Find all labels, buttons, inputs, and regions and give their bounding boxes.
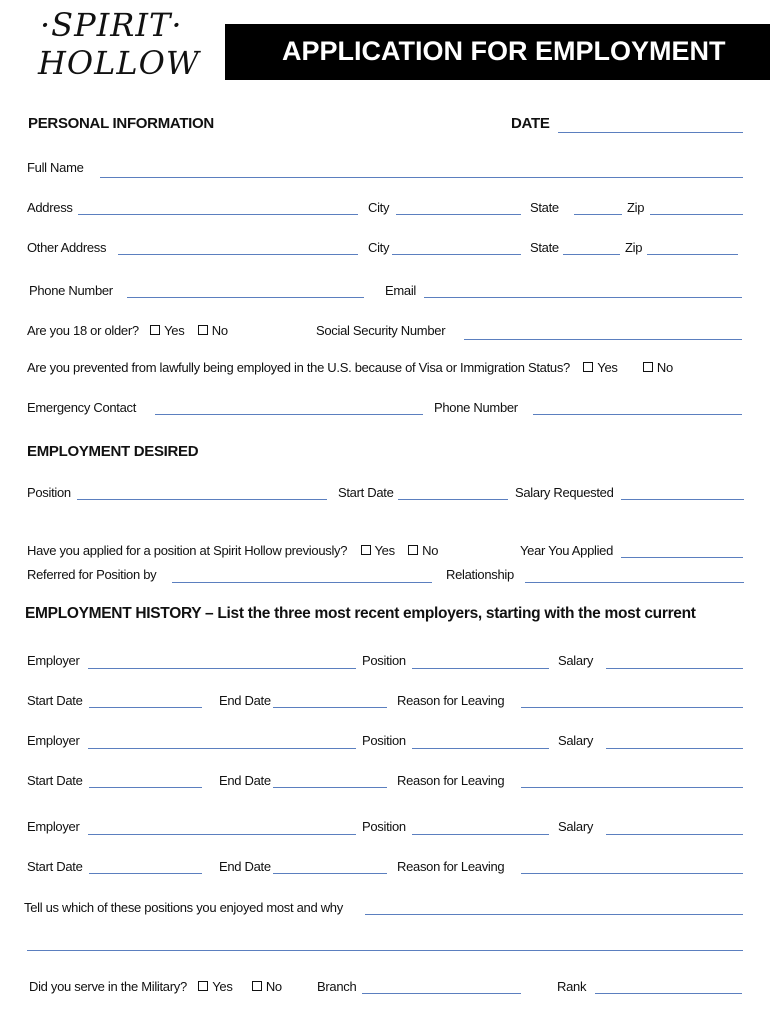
ssn-label: Social Security Number xyxy=(316,323,446,338)
visa-question xyxy=(27,360,673,376)
applied-yes-checkbox[interactable] xyxy=(361,545,371,555)
age-question xyxy=(27,323,228,339)
applied-no-checkbox[interactable] xyxy=(408,545,418,555)
end-date-3-label: End Date xyxy=(219,859,271,874)
other-address-label: Other Address xyxy=(27,240,107,255)
phone-number-field[interactable] xyxy=(127,297,364,298)
position-desired-label: Position xyxy=(27,485,71,500)
emergency-phone-label: Phone Number xyxy=(434,400,518,415)
start-date-3-label: Start Date xyxy=(27,859,83,874)
full-name-label: Full Name xyxy=(27,160,84,175)
salary-2-field[interactable] xyxy=(606,748,743,749)
date-field[interactable] xyxy=(558,132,743,133)
visa-yes-label: Yes xyxy=(597,360,618,375)
visa-no-checkbox[interactable] xyxy=(643,362,653,372)
reason-3-field[interactable] xyxy=(521,873,743,874)
state-field[interactable] xyxy=(574,214,622,215)
employer-2-label: Employer xyxy=(27,733,80,748)
other-zip-field[interactable] xyxy=(647,254,738,255)
relationship-label: Relationship xyxy=(446,567,514,582)
age-question-label: Are you 18 or older? xyxy=(27,323,139,338)
rank-label: Rank xyxy=(557,979,587,994)
other-state-field[interactable] xyxy=(563,254,620,255)
military-question-label: Did you serve in the Military? xyxy=(29,979,187,994)
reason-3-label: Reason for Leaving xyxy=(397,859,505,874)
rank-field[interactable] xyxy=(595,993,742,994)
employer-1-field[interactable] xyxy=(88,668,356,669)
section-heading-employment-desired: EMPLOYMENT DESIRED xyxy=(27,443,199,460)
military-yes-label: Yes xyxy=(212,979,233,994)
age-no-label: No xyxy=(211,323,228,338)
visa-question-label: Are you prevented from lawfully being employed in the U.S. because of Visa or Immigration Status? xyxy=(27,360,570,375)
reason-1-label: Reason for Leaving xyxy=(397,693,505,708)
military-question xyxy=(29,979,282,995)
salary-requested-label: Salary Requested xyxy=(515,485,614,500)
address-label: Address xyxy=(27,200,73,215)
other-city-label: City xyxy=(368,240,390,255)
age-yes-checkbox[interactable] xyxy=(150,325,160,335)
age-no-checkbox[interactable] xyxy=(198,325,208,335)
desired-start-date-field[interactable] xyxy=(398,499,508,500)
end-date-1-label: End Date xyxy=(219,693,271,708)
end-date-2-field[interactable] xyxy=(273,787,387,788)
start-date-2-label: Start Date xyxy=(27,773,83,788)
other-address-field[interactable] xyxy=(118,254,358,255)
zip-label: Zip xyxy=(627,200,645,215)
enjoyed-field-line-1[interactable] xyxy=(365,914,743,915)
referred-label: Referred for Position by xyxy=(27,567,157,582)
ssn-field[interactable] xyxy=(464,339,742,340)
start-date-1-field[interactable] xyxy=(89,707,202,708)
position-3-label: Position xyxy=(362,819,406,834)
branch-field[interactable] xyxy=(362,993,521,994)
phone-number-label: Phone Number xyxy=(29,283,113,298)
page-title: APPLICATION FOR EMPLOYMENT xyxy=(282,36,726,66)
referred-field[interactable] xyxy=(172,582,432,583)
applied-no-label: No xyxy=(422,543,439,558)
end-date-3-field[interactable] xyxy=(273,873,387,874)
reason-1-field[interactable] xyxy=(521,707,743,708)
start-date-2-field[interactable] xyxy=(89,787,202,788)
enjoyed-question-label: Tell us which of these positions you enjoyed most and why xyxy=(24,900,343,915)
city-label: City xyxy=(368,200,390,215)
branch-label: Branch xyxy=(317,979,357,994)
salary-1-field[interactable] xyxy=(606,668,743,669)
applied-question-label: Have you applied for a position at Spirit Hollow previously? xyxy=(27,543,348,558)
position-1-label: Position xyxy=(362,653,406,668)
email-field[interactable] xyxy=(424,297,742,298)
logo-line-hollow: HOLLOW xyxy=(38,44,200,82)
employer-2-field[interactable] xyxy=(88,748,356,749)
position-desired-field[interactable] xyxy=(77,499,327,500)
position-3-field[interactable] xyxy=(412,834,549,835)
end-date-2-label: End Date xyxy=(219,773,271,788)
salary-requested-field[interactable] xyxy=(621,499,744,500)
year-applied-field[interactable] xyxy=(621,557,743,558)
employer-3-label: Employer xyxy=(27,819,80,834)
other-zip-label: Zip xyxy=(625,240,643,255)
salary-1-label: Salary xyxy=(558,653,594,668)
employer-1-label: Employer xyxy=(27,653,80,668)
city-field[interactable] xyxy=(396,214,521,215)
start-date-1-label: Start Date xyxy=(27,693,83,708)
section-heading-personal: PERSONAL INFORMATION xyxy=(28,115,214,132)
reason-2-label: Reason for Leaving xyxy=(397,773,505,788)
desired-start-date-label: Start Date xyxy=(338,485,394,500)
position-1-field[interactable] xyxy=(412,668,549,669)
date-label: DATE xyxy=(511,115,550,132)
salary-3-field[interactable] xyxy=(606,834,743,835)
military-no-checkbox[interactable] xyxy=(252,981,262,991)
emergency-contact-label: Emergency Contact xyxy=(27,400,137,415)
end-date-1-field[interactable] xyxy=(273,707,387,708)
age-yes-label: Yes xyxy=(164,323,185,338)
reason-2-field[interactable] xyxy=(521,787,743,788)
visa-yes-checkbox[interactable] xyxy=(583,362,593,372)
emergency-contact-field[interactable] xyxy=(155,414,423,415)
salary-2-label: Salary xyxy=(558,733,594,748)
visa-no-label: No xyxy=(656,360,673,375)
address-field[interactable] xyxy=(78,214,358,215)
logo-line-spirit: ·SPIRIT· xyxy=(40,6,183,44)
other-state-label: State xyxy=(530,240,559,255)
employer-3-field[interactable] xyxy=(88,834,356,835)
emergency-phone-field[interactable] xyxy=(533,414,742,415)
military-yes-checkbox[interactable] xyxy=(198,981,208,991)
section-heading-employment-history: EMPLOYMENT HISTORY – List the three most recent employers, starting with the most current xyxy=(25,605,696,622)
applied-question xyxy=(27,543,438,559)
start-date-3-field[interactable] xyxy=(89,873,202,874)
other-city-field[interactable] xyxy=(392,254,521,255)
position-2-label: Position xyxy=(362,733,406,748)
full-name-field[interactable] xyxy=(100,177,743,178)
position-2-field[interactable] xyxy=(412,748,549,749)
enjoyed-field-line-2[interactable] xyxy=(27,950,743,951)
zip-field[interactable] xyxy=(650,214,743,215)
email-label: Email xyxy=(385,283,417,298)
applied-yes-label: Yes xyxy=(374,543,395,558)
relationship-field[interactable] xyxy=(525,582,744,583)
year-applied-label: Year You Applied xyxy=(520,543,614,558)
military-no-label: No xyxy=(265,979,282,994)
salary-3-label: Salary xyxy=(558,819,594,834)
state-label: State xyxy=(530,200,559,215)
